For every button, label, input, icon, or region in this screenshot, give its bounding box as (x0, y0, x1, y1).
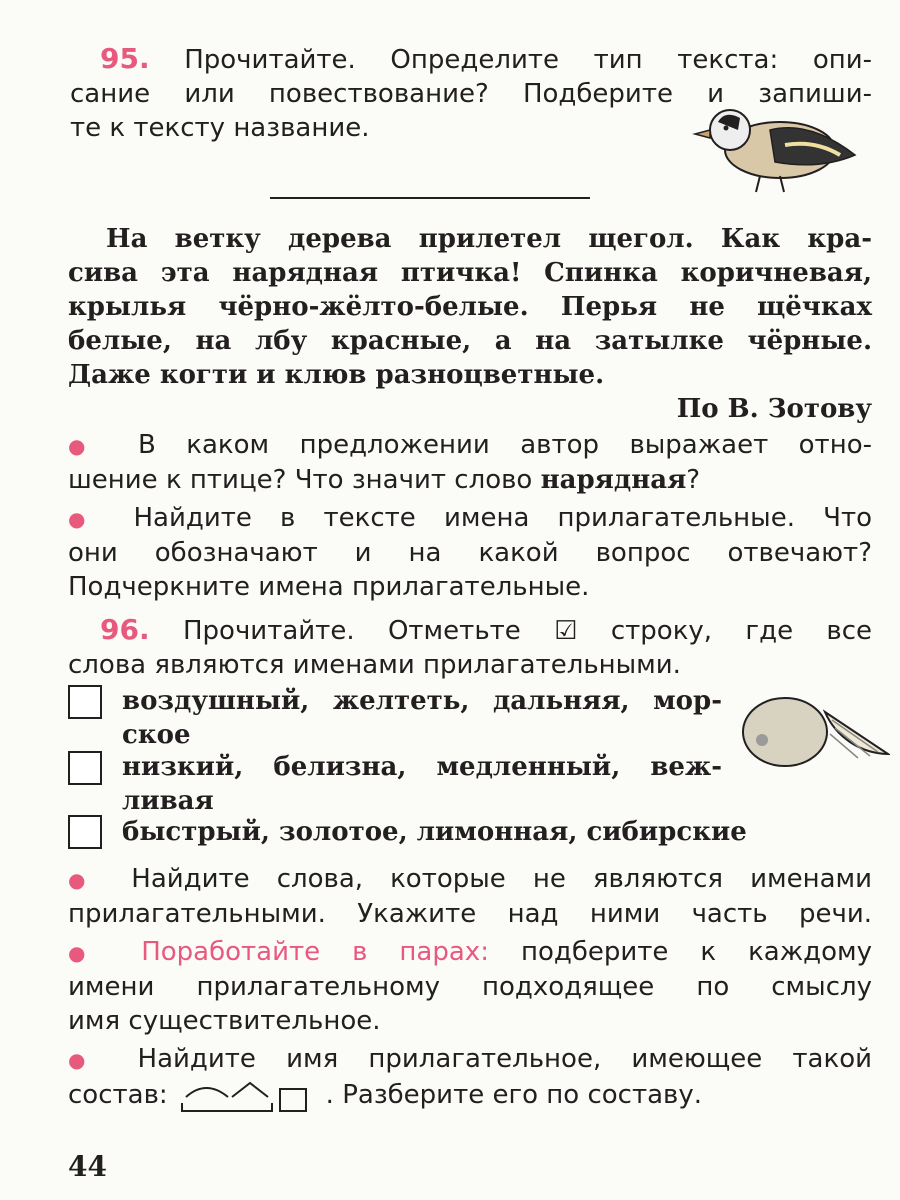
lemon-illustration (740, 692, 890, 772)
question-5-rest: . Разберите его по составу. (325, 1080, 703, 1110)
question-4-line2: имени прилагательному подходящее по смыслу (68, 972, 872, 1002)
exercise-95-questions (68, 428, 872, 604)
exercise-96-task-part-a: Прочитайте. Отметьте (182, 616, 521, 646)
option-1-checkbox[interactable] (68, 685, 102, 719)
question-2-line2: они обозначают и на какой вопрос отвечают? (68, 538, 872, 568)
option-2-line1: низкий, белизна, медленный, веж- (122, 752, 722, 782)
option-2-line2: ливая (122, 786, 214, 816)
goldfinch-illustration (690, 100, 870, 200)
text-line: На ветку дерева прилетел щегол. Как кра- (106, 224, 872, 254)
exercise-96-task-part-b: строку, где все (610, 616, 873, 646)
pair-work-label: Поработайте в парах: (141, 937, 489, 967)
keyword-naryadnaya: нарядная (540, 465, 687, 495)
page-number: 44 (68, 1150, 107, 1183)
question-5-label: состав: (68, 1080, 168, 1110)
option-1 (122, 684, 722, 752)
option-2-checkbox[interactable] (68, 751, 102, 785)
exercise-96-task-line2: слова являются именами прилагательными. (68, 650, 681, 680)
question-3-line1: Найдите слова, которые не являются именами (131, 864, 873, 894)
question-4-line1: подберите к каждому (520, 937, 873, 967)
title-answer-line[interactable] (270, 197, 590, 199)
question-4-line3: имя существительное. (68, 1006, 381, 1036)
bullet-icon: ● (68, 434, 108, 458)
exercise-95-task-line2: сание или повествование? Подберите и запиши- (70, 79, 872, 109)
option-3-checkbox[interactable] (68, 815, 102, 849)
question-mark: ? (686, 465, 701, 495)
question-2-line3: Подчеркните имена прилагательные. (68, 572, 590, 602)
option-3-line1: быстрый, золотое, лимонная, сибирские (122, 817, 747, 847)
text-line: белые, на лбу красные, а на затылке чёрные. (68, 326, 872, 356)
option-3 (122, 815, 822, 849)
word-structure-scheme-icon (176, 1077, 326, 1113)
text-line: Даже когти и клюв разноцветные. (68, 360, 605, 390)
option-1-line1: воздушный, желтеть, дальняя, мор- (122, 686, 722, 716)
question-3-line2: прилагательными. Укажите над ними часть речи. (68, 899, 872, 929)
exercise-96-task (68, 613, 873, 682)
bullet-icon: ● (68, 868, 105, 892)
bullet-icon: ● (68, 1048, 108, 1072)
exercise-95-task-line3: те к тексту название. (70, 113, 370, 143)
checkmark-box-icon: ☑ (554, 616, 578, 646)
exercise-96-number: 96. (100, 613, 150, 646)
question-1-line2: шение к птице? Что значит слово (68, 465, 541, 495)
text-line: сива эта нарядная птичка! Спинка коричневая, (68, 258, 872, 288)
option-1-line2: ское (122, 720, 191, 750)
exercise-96-questions (68, 862, 872, 1113)
exercise-95-number: 95. (100, 42, 150, 75)
exercise-95-text (68, 222, 872, 426)
option-2 (122, 750, 722, 818)
bullet-icon: ● (68, 941, 110, 965)
bullet-icon: ● (68, 507, 106, 531)
text-line: крылья чёрно-жёлто-белые. Перья не щёчках (68, 292, 872, 322)
question-5-line1: Найдите имя прилагательное, имеющее такой (137, 1044, 872, 1074)
text-author: По В. Зотову (676, 394, 872, 424)
exercise-95-task-line1: Прочитайте. Определите тип текста: опи- (184, 45, 873, 75)
question-2-line1: Найдите в тексте имена прилагательные. Что (133, 503, 872, 533)
question-1-line1: В каком предложении автор выражает отно- (138, 430, 872, 460)
